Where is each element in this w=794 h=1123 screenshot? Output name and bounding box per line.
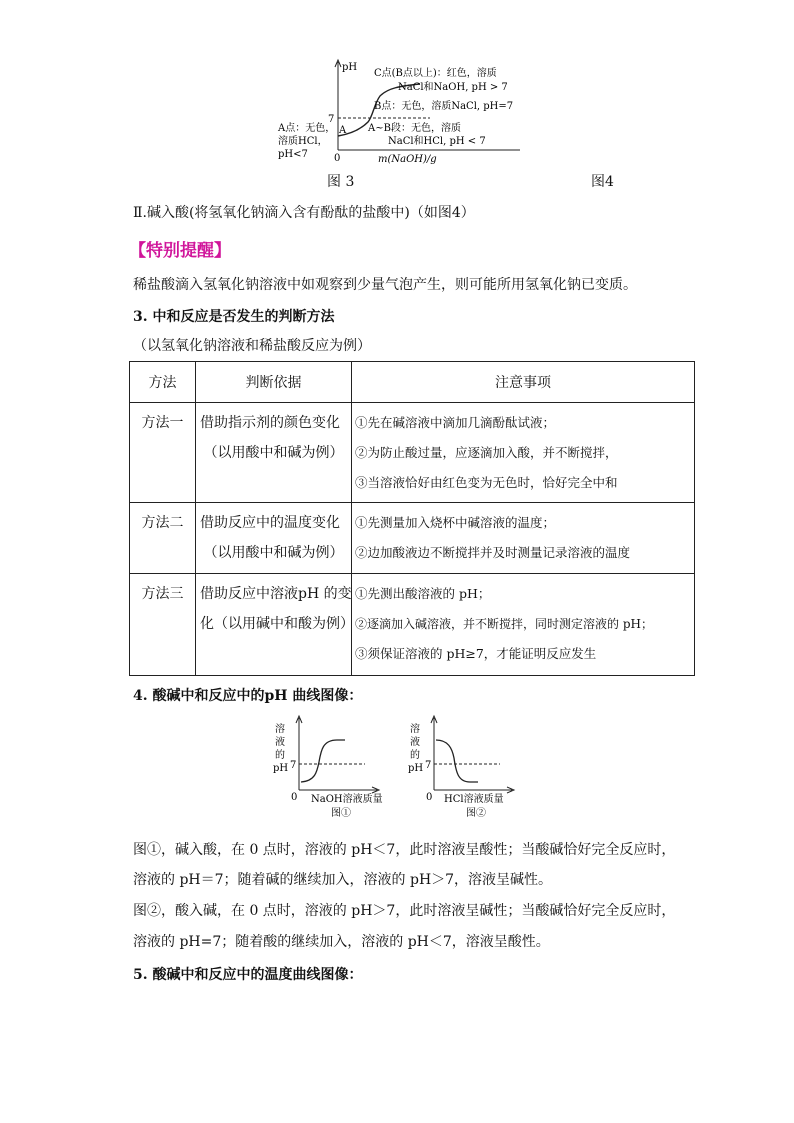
basis-line: （以用酸中和碱为例） xyxy=(203,445,344,461)
graph2-ylabel-4: pH xyxy=(408,763,424,774)
graph1-ylabel-1: 溶 xyxy=(275,724,285,735)
basis-line: 借助指示剂的颜色变化 xyxy=(200,415,340,431)
note-line: ③当溶液恰好由红色变为无色时，恰好完全中和 xyxy=(355,475,618,490)
basis-line: 借助反应中的温度变化 xyxy=(200,515,340,531)
method-name: 方法三 xyxy=(141,586,184,602)
table-row xyxy=(130,403,695,503)
header-method: 方法 xyxy=(130,362,196,403)
figure-4-caption: 图4 xyxy=(591,174,614,190)
fig3-annot-a-3: pH<7 xyxy=(278,149,308,160)
section-3-subtitle: （以氢氧化钠溶液和稀盐酸反应为例） xyxy=(133,338,371,354)
fig3-annot-ab-1: A~B段：无色，溶质 xyxy=(368,123,461,134)
graph2-curve xyxy=(436,740,478,782)
note-line: ②为防止酸过量，应逐滴加入酸，并不断搅拌， xyxy=(355,445,618,460)
para1-line1: 图①，碱入酸，在 0 点时，溶液的 pH＜7，此时溶液呈酸性；当酸碱恰好完全反应时， xyxy=(133,842,676,858)
tip-text: 稀盐酸滴入氢氧化钠溶液中如观察到少量气泡产生，则可能所用氢氧化钠已变质。 xyxy=(133,277,637,293)
graph-1 xyxy=(265,712,405,822)
fig3-x-label: m(NaOH)/g xyxy=(378,154,437,165)
graph1-caption: 图① xyxy=(331,808,351,819)
graph2-ylabel-3: 的 xyxy=(410,750,420,761)
graph2-ylabel-2: 液 xyxy=(410,737,420,748)
header-basis: 判断依据 xyxy=(196,362,352,403)
graph1-ylabel-4: pH xyxy=(273,763,289,774)
graph1-tick-7: 7 xyxy=(290,760,297,771)
fig3-point-a: A xyxy=(339,125,347,136)
table-header-row xyxy=(130,362,695,403)
section-3-heading: 3. 中和反应是否发生的判断方法 xyxy=(133,309,335,325)
note-line: ②边加酸液边不断搅拌并及时测量记录溶液的温度 xyxy=(355,545,631,560)
fig3-y-label: pH xyxy=(342,62,358,73)
graph2-ylabel-1: 溶 xyxy=(410,724,420,735)
basis-line: 化（以用碱中和酸为例） xyxy=(200,616,354,632)
note-line: ①先测量加入烧杯中碱溶液的温度； xyxy=(355,515,556,530)
section-5-heading: 5. 酸碱中和反应中的温度曲线图像： xyxy=(133,967,363,983)
note-line: ②逐滴加入碱溶液，并不断搅拌，同时测定溶液的 pH； xyxy=(355,617,653,631)
graph2-xlabel: HCl溶液质量 xyxy=(444,794,504,805)
graph2-origin: 0 xyxy=(426,792,433,803)
graph1-origin: 0 xyxy=(291,792,298,803)
fig3-annot-c-1: C点(B点以上)：红色，溶质 xyxy=(374,68,497,79)
graph1-curve xyxy=(301,740,345,782)
methods-table xyxy=(129,361,695,676)
graph1-ylabel-3: 的 xyxy=(275,750,285,761)
graph1-ylabel-2: 液 xyxy=(275,737,285,748)
method-name: 方法一 xyxy=(141,415,184,431)
fig3-annot-a-1: A点：无色， xyxy=(278,123,336,134)
note-line: ①先在碱溶液中滴加几滴酚酞试液； xyxy=(355,415,556,430)
fig3-annot-c-2: NaCl和NaOH, pH > 7 xyxy=(398,82,508,93)
figure-3-caption: 图 3 xyxy=(327,174,355,190)
graph1-xlabel: NaOH溶液质量 xyxy=(311,794,383,805)
section-ii-text: Ⅱ.碱入酸(将氢氧化钠滴入含有酚酞的盐酸中)（如图4） xyxy=(133,205,475,221)
tip-heading: 【特别提醒】 xyxy=(129,241,231,261)
section-4-heading: 4. 酸碱中和反应中的pH 曲线图像： xyxy=(133,688,363,704)
fig3-annot-ab-2: NaCl和HCl, pH < 7 xyxy=(388,136,486,147)
basis-line: 借助反应中溶液pH 的变 xyxy=(200,586,352,602)
figure-3-chart xyxy=(270,50,540,165)
para2-line2: 溶液的 pH=7；随着酸的继续加入，溶液的 pH＜7，溶液呈酸性。 xyxy=(133,934,550,950)
graph2-caption: 图② xyxy=(466,808,486,819)
basis-line: （以用酸中和碱为例） xyxy=(203,545,344,561)
fig3-annot-a-2: 溶质HCl， xyxy=(278,136,328,147)
method-name: 方法二 xyxy=(141,515,184,531)
fig3-origin: 0 xyxy=(334,153,341,164)
graph2-tick-7: 7 xyxy=(425,760,432,771)
header-notes: 注意事项 xyxy=(352,362,695,403)
graph-2 xyxy=(400,712,540,822)
para1-line2: 溶液的 pH＝7；随着碱的继续加入，溶液的 pH＞7，溶液呈碱性。 xyxy=(133,872,553,888)
note-line: ①先测出酸溶液的 pH； xyxy=(355,586,491,601)
fig3-annot-b: B点：无色，溶质NaCl, pH=7 xyxy=(374,101,514,112)
fig3-tick-7: 7 xyxy=(328,114,335,125)
table-row xyxy=(130,503,695,574)
note-line: ③须保证溶液的 pH≥7，才能证明反应发生 xyxy=(355,646,597,661)
table-row xyxy=(130,574,695,676)
para2-line1: 图②，酸入碱，在 0 点时，溶液的 pH＞7，此时溶液呈碱性；当酸碱恰好完全反应时， xyxy=(133,903,676,919)
